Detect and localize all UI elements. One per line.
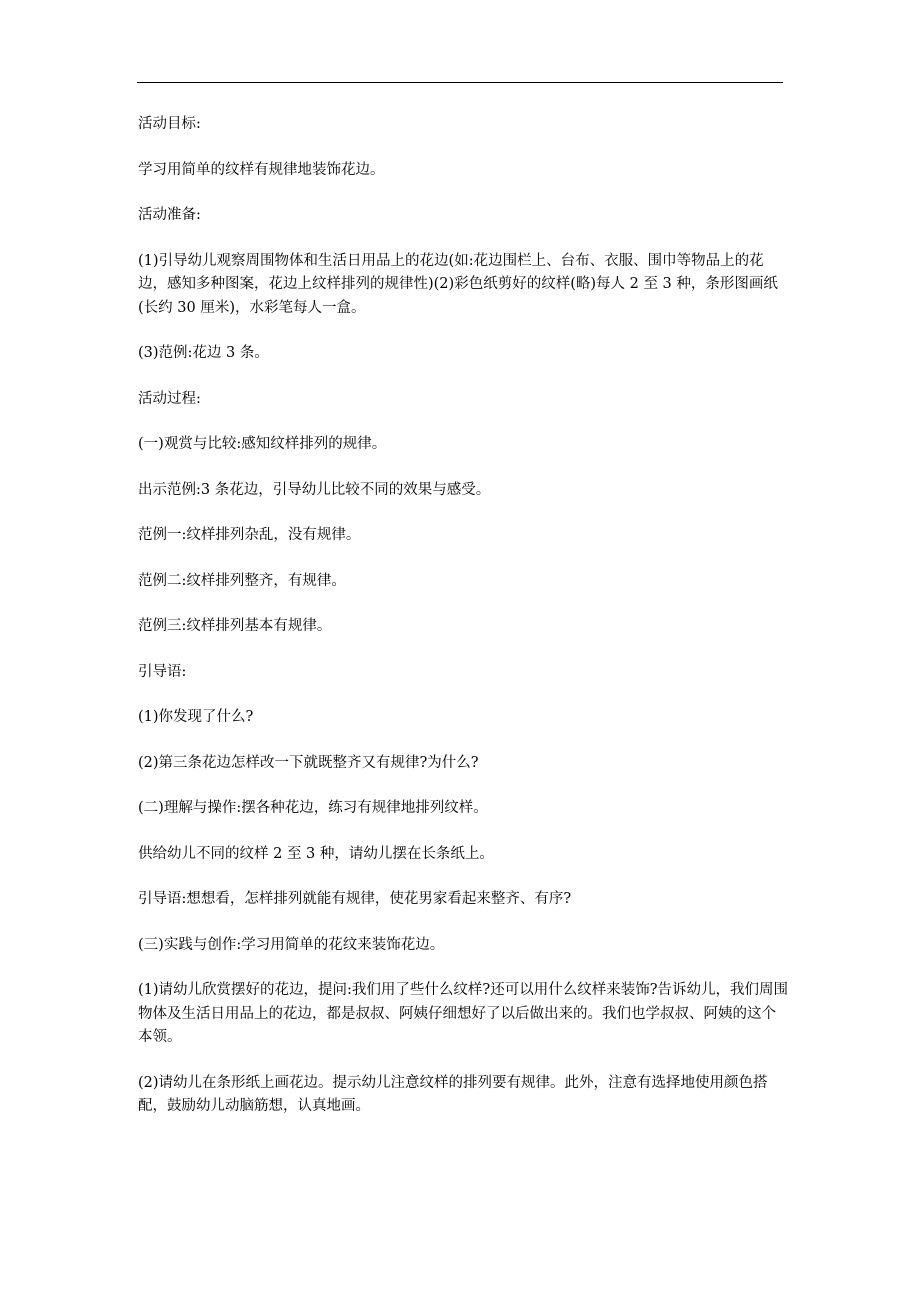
paragraph-goal: 学习用简单的纹样有规律地装饰花边。 [138, 161, 385, 178]
paragraph-preparation: (1)引导幼儿观察周围物体和生活日用品上的花边(如:花边围栏上、台布、衣服、围巾等物品上的花边，感知多种图案，花边上纹样排列的规律性)(2)彩色纸剪好的纹样(略)每人 2 至 3 种，条形图画纸(长约 30 厘米)，水彩笔每人一盒。 [138, 252, 778, 316]
paragraph-draw: (2)请幼儿在条形纸上画花边。提示幼儿注意纹样的排列要有规律。此外，注意有选择地使用颜色搭配，鼓励幼儿动脑筋想，认真地画。 [138, 1074, 768, 1114]
heading-activity-process: 活动过程: [138, 390, 201, 407]
paragraph-example-two: 范例二:纹样排列整齐，有规律。 [138, 572, 346, 589]
heading-activity-preparation: 活动准备: [138, 207, 201, 223]
heading-activity-goal: 活动目标: [138, 116, 201, 132]
heading-guiding-words: 引导语: [138, 663, 187, 680]
section-two-title: (二)理解与操作:摆各种花边，练习有规律地排列纹样。 [138, 800, 488, 816]
paragraph-example-three: 范例三:纹样排列基本有规律。 [138, 618, 332, 634]
question-one: (1)你发现了什么? [138, 709, 254, 725]
section-one-title: (一)观赏与比较:感知纹样排列的规律。 [138, 436, 387, 452]
paragraph-show-examples: 出示范例:3 条花边，引导幼儿比较不同的效果与感受。 [138, 481, 491, 498]
question-two: (2)第三条花边怎样改一下就既整齐又有规律?为什么? [138, 754, 479, 771]
paragraph-examples: (3)范例:花边 3 条。 [138, 345, 269, 361]
document-body [138, 113, 788, 1141]
paragraph-example-one: 范例一:纹样排列杂乱，没有规律。 [138, 527, 361, 543]
section-three-title: (三)实践与创作:学习用简单的花纹来装饰花边。 [138, 936, 445, 953]
header-rule [137, 82, 783, 83]
paragraph-appreciate: (1)请幼儿欣赏摆好的花边，提问:我们用了些什么纹样?还可以用什么纹样来装饰?告诉幼儿，我们周围物体及生活日用品上的花边，都是叔叔、阿姨仔细想好了以后做出来的。我们也学叔叔、阿姨的这个本领。 [138, 982, 788, 1045]
paragraph-provide-patterns: 供给幼儿不同的纹样 2 至 3 种，请幼儿摆在长条纸上。 [138, 845, 494, 862]
paragraph-guiding-think: 引导语:想想看，怎样排列就能有规律，使花男家看起来整齐、有序? [138, 891, 572, 907]
